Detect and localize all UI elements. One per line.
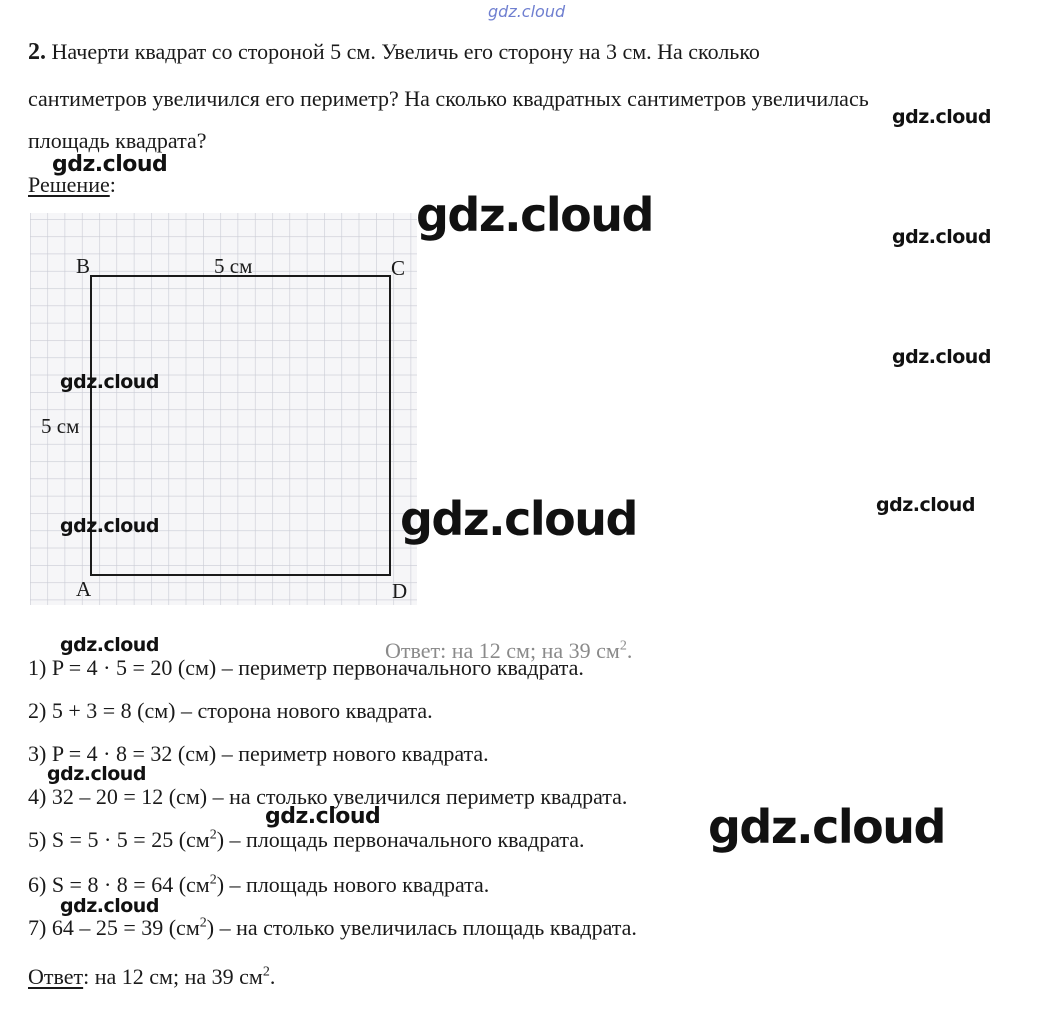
watermark: gdz.cloud [60,895,159,917]
watermark: gdz.cloud [892,226,991,248]
step-2: 2) 5 + 3 = 8 (см) – сторона нового квадрата. [28,698,433,723]
watermark: gdz.cloud [708,800,945,854]
final-answer: Ответ: на 12 см; на 39 $см^2$. [28,964,276,989]
step-7: 7) 64 – 25 = 39 $(см^2)$ – на столько увеличилась площадь квадрата. [28,915,637,940]
watermark: gdz.cloud [400,492,637,546]
faded-answer-line: Ответ: на 12 см; на 39 $см^2$. [385,638,633,663]
problem-line-1 [28,39,760,65]
header-watermark: gdz.cloud [488,2,566,21]
problem-line-3: площадь квадрата? [28,128,207,153]
problem-number: 2. [28,39,46,65]
watermark: gdz.cloud [892,346,991,368]
watermark: gdz.cloud [892,106,991,128]
solution-label: Решение: [28,172,116,197]
step-4: 4) 32 – 20 = 12 (см) – на столько увеличился периметр квадрата. [28,784,628,809]
vertex-d-label: D [392,579,408,603]
watermark: gdz.cloud [416,188,653,242]
watermark: gdz.cloud [47,763,146,785]
watermark: gdz.cloud [60,371,159,393]
problem-line-2: сантиметров увеличился его периметр? На сколько квадратных сантиметров увеличилась [28,86,869,111]
left-side-label: 5 см [41,414,80,438]
watermark: gdz.cloud [265,804,381,829]
problem-text-1: Начерти квадрат со стороной 5 см. Увеличь его сторону на 3 см. На сколько [51,39,760,64]
vertex-a-label: A [76,577,92,601]
watermark: gdz.cloud [60,634,159,656]
step-5: 5) S = 5 · 5 = 25 $(см^2)$ – площадь первоначального квадрата. [28,827,585,852]
step-3: 3) P = 4 · 8 = 32 (см) – периметр нового квадрата. [28,741,489,766]
top-side-label: 5 см [214,254,253,278]
watermark: gdz.cloud [52,152,168,177]
watermark: gdz.cloud [60,515,159,537]
step-1: 1) P = 4 · 5 = 20 (см) – периметр первоначального квадрата. [28,655,584,680]
vertex-b-label: B [76,254,91,278]
watermark: gdz.cloud [876,494,975,516]
step-6: 6) S = 8 · 8 = 64 $(см^2)$ – площадь нового квадрата. [28,872,490,897]
vertex-c-label: C [391,256,406,280]
